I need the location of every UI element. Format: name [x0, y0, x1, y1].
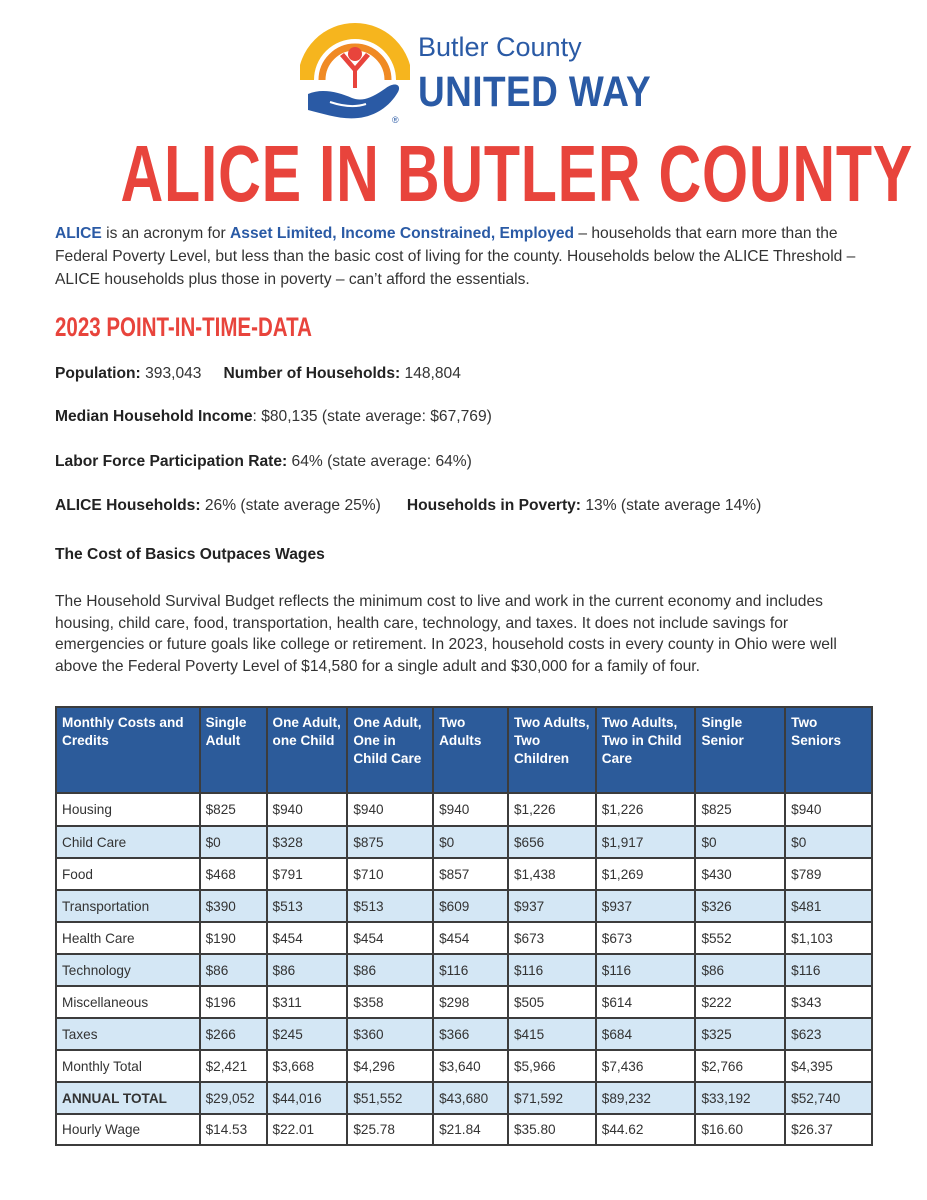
intro-text-1: is an acronym for — [101, 225, 231, 242]
table-header-cell: Monthly Costs and Credits — [56, 707, 200, 793]
table-cell: $5,966 — [508, 1050, 596, 1082]
cost-table — [55, 706, 873, 1146]
table-cell: $14.53 — [200, 1114, 267, 1145]
table-cell: $298 — [433, 986, 508, 1018]
survival-budget-paragraph: The Household Survival Budget reflects the minimum cost to live and work in the current economy and includes housing, child care, food, transportation, health care, technology, and taxes. It does not include savings for emergencies or future goals like college or retirement. In 2023, household costs in every county in Ohio were well above the Federal Poverty Level of $14,580 for a single adult and $30,000 for a family of four. — [55, 593, 837, 675]
table-row — [56, 1018, 872, 1050]
table-cell: $2,421 — [200, 1050, 267, 1082]
page-title: ALICE IN BUTLER COUNTY — [120, 129, 913, 218]
table-cell: $4,395 — [785, 1050, 872, 1082]
table-cell: $116 — [785, 954, 872, 986]
table-cell: $1,103 — [785, 922, 872, 954]
households-label: Number of Households: — [223, 365, 401, 382]
table-cell: $25.78 — [347, 1114, 433, 1145]
table-cell: $358 — [347, 986, 433, 1018]
table-cell: $825 — [200, 793, 267, 826]
table-cell: $684 — [596, 1018, 696, 1050]
table-cell: $937 — [508, 890, 596, 922]
table-row — [56, 1114, 872, 1145]
table-cell: $0 — [433, 826, 508, 858]
table-cell: $44,016 — [267, 1082, 348, 1114]
table-header-cell: Two Adults, Two in Child Care — [596, 707, 696, 793]
table-cell: $1,917 — [596, 826, 696, 858]
table-cell: $430 — [695, 858, 785, 890]
table-cell: $86 — [200, 954, 267, 986]
alice-households-value: 26% (state average 25%) — [200, 497, 381, 514]
table-cell: $513 — [267, 890, 348, 922]
table-cell: $673 — [508, 922, 596, 954]
section-title: 2023 POINT-IN-TIME-DATA — [55, 312, 312, 342]
table-cell: $116 — [433, 954, 508, 986]
table-cell: $222 — [695, 986, 785, 1018]
table-cell: $4,296 — [347, 1050, 433, 1082]
table-cell: $454 — [267, 922, 348, 954]
table-cell: Child Care — [56, 826, 200, 858]
table-cell: $190 — [200, 922, 267, 954]
poverty-value: 13% (state average 14%) — [581, 497, 762, 514]
table-cell: $468 — [200, 858, 267, 890]
table-cell: $116 — [508, 954, 596, 986]
table-cell: Housing — [56, 793, 200, 826]
table-cell: $415 — [508, 1018, 596, 1050]
table-cell: $1,226 — [596, 793, 696, 826]
table-cell: $791 — [267, 858, 348, 890]
table-row — [56, 858, 872, 890]
table-cell: $328 — [267, 826, 348, 858]
table-cell: $0 — [785, 826, 872, 858]
table-cell: $326 — [695, 890, 785, 922]
table-cell: $43,680 — [433, 1082, 508, 1114]
stat-income-row — [55, 408, 492, 426]
table-cell: $16.60 — [695, 1114, 785, 1145]
table-cell: $940 — [267, 793, 348, 826]
table-cell: $3,668 — [267, 1050, 348, 1082]
table-cell: $44.62 — [596, 1114, 696, 1145]
table-header-cell: Single Adult — [200, 707, 267, 793]
population-label: Population: — [55, 365, 141, 382]
stat-population-row — [55, 365, 461, 383]
table-cell: ANNUAL TOTAL — [56, 1082, 200, 1114]
table-row — [56, 826, 872, 858]
table-row — [56, 922, 872, 954]
table-cell: $1,269 — [596, 858, 696, 890]
intro-text-2: – households that earn more than the Federal Poverty Level, but less than the basic cost of living for the county. Households below the ALICE Threshold – ALICE households plus those in poverty – can’t afford the essentials. — [55, 225, 856, 288]
table-cell: Taxes — [56, 1018, 200, 1050]
table-cell: $86 — [695, 954, 785, 986]
table-cell: Miscellaneous — [56, 986, 200, 1018]
intro-paragraph — [55, 222, 875, 291]
table-cell: $325 — [695, 1018, 785, 1050]
registered-mark: ® — [392, 115, 399, 125]
labor-value: 64% (state average: 64%) — [287, 453, 472, 470]
table-header-cell: Two Seniors — [785, 707, 872, 793]
table-cell: Transportation — [56, 890, 200, 922]
table-cell: $0 — [695, 826, 785, 858]
population-value: 393,043 — [140, 365, 202, 382]
table-cell: $22.01 — [267, 1114, 348, 1145]
united-way-logo — [300, 18, 652, 128]
table-header-cell: One Adult, one Child — [267, 707, 348, 793]
table-cell: $266 — [200, 1018, 267, 1050]
table-cell: $623 — [785, 1018, 872, 1050]
table-cell: $7,436 — [596, 1050, 696, 1082]
table-cell: $1,438 — [508, 858, 596, 890]
table-header-cell: Two Adults — [433, 707, 508, 793]
table-cell: $0 — [200, 826, 267, 858]
table-cell: $937 — [596, 890, 696, 922]
table-cell: $33,192 — [695, 1082, 785, 1114]
households-value: 148,804 — [400, 365, 461, 382]
table-cell: $614 — [596, 986, 696, 1018]
table-cell: $366 — [433, 1018, 508, 1050]
table-cell: $940 — [433, 793, 508, 826]
table-cell: $360 — [347, 1018, 433, 1050]
table-cell: $3,640 — [433, 1050, 508, 1082]
table-cell: $116 — [596, 954, 696, 986]
table-row — [56, 793, 872, 826]
alice-term: ALICE — [55, 225, 102, 242]
table-cell: $196 — [200, 986, 267, 1018]
table-cell: $311 — [267, 986, 348, 1018]
table-cell: $673 — [596, 922, 696, 954]
table-row — [56, 986, 872, 1018]
table-row — [56, 954, 872, 986]
table-header-row — [56, 707, 872, 793]
table-cell: $609 — [433, 890, 508, 922]
table-row — [56, 1050, 872, 1082]
table-cell: $343 — [785, 986, 872, 1018]
alice-households-label: ALICE Households: — [55, 497, 201, 514]
table-cell: $454 — [347, 922, 433, 954]
table-header-cell: Two Adults, Two Children — [508, 707, 596, 793]
table-cell: $390 — [200, 890, 267, 922]
table-header-cell: One Adult, One in Child Care — [347, 707, 433, 793]
table-cell: $86 — [347, 954, 433, 986]
table-cell: $940 — [785, 793, 872, 826]
table-cell: $21.84 — [433, 1114, 508, 1145]
cost-subheading: The Cost of Basics Outpaces Wages — [55, 546, 325, 563]
table-cell: $35.80 — [508, 1114, 596, 1145]
table-cell: $71,592 — [508, 1082, 596, 1114]
table-cell: $875 — [347, 826, 433, 858]
table-cell: $454 — [433, 922, 508, 954]
alice-acronym: Asset Limited, Income Constrained, Employed — [230, 225, 575, 242]
logo-line-2: UNITED WAY — [418, 68, 652, 116]
table-row — [56, 1082, 872, 1114]
table-cell: Technology — [56, 954, 200, 986]
table-cell: Monthly Total — [56, 1050, 200, 1082]
table-cell: Food — [56, 858, 200, 890]
table-cell: $1,226 — [508, 793, 596, 826]
poverty-label: Households in Poverty: — [406, 497, 582, 514]
table-cell: $940 — [347, 793, 433, 826]
labor-label: Labor Force Participation Rate: — [55, 453, 288, 470]
stat-labor-row — [55, 453, 472, 471]
table-cell: $825 — [695, 793, 785, 826]
table-cell: $89,232 — [596, 1082, 696, 1114]
table-cell: Hourly Wage — [56, 1114, 200, 1145]
table-row — [56, 890, 872, 922]
table-cell: $52,740 — [785, 1082, 872, 1114]
table-cell: $29,052 — [200, 1082, 267, 1114]
table-cell: $552 — [695, 922, 785, 954]
table-cell: $656 — [508, 826, 596, 858]
income-label: Median Household Income — [55, 408, 253, 425]
table-cell: $2,766 — [695, 1050, 785, 1082]
table-cell: $505 — [508, 986, 596, 1018]
united-way-hand-person-rainbow-icon — [300, 18, 410, 128]
stat-alice-row — [55, 497, 761, 515]
income-value: : $80,135 (state average: $67,769) — [252, 408, 492, 425]
table-cell: $51,552 — [347, 1082, 433, 1114]
logo-line-1: Butler County — [418, 32, 582, 62]
table-cell: $857 — [433, 858, 508, 890]
table-cell: $789 — [785, 858, 872, 890]
table-cell: $86 — [267, 954, 348, 986]
table-cell: $245 — [267, 1018, 348, 1050]
table-cell: $481 — [785, 890, 872, 922]
table-cell: Health Care — [56, 922, 200, 954]
table-header-cell: Single Senior — [695, 707, 785, 793]
table-cell: $710 — [347, 858, 433, 890]
table-cell: $513 — [347, 890, 433, 922]
table-cell: $26.37 — [785, 1114, 872, 1145]
